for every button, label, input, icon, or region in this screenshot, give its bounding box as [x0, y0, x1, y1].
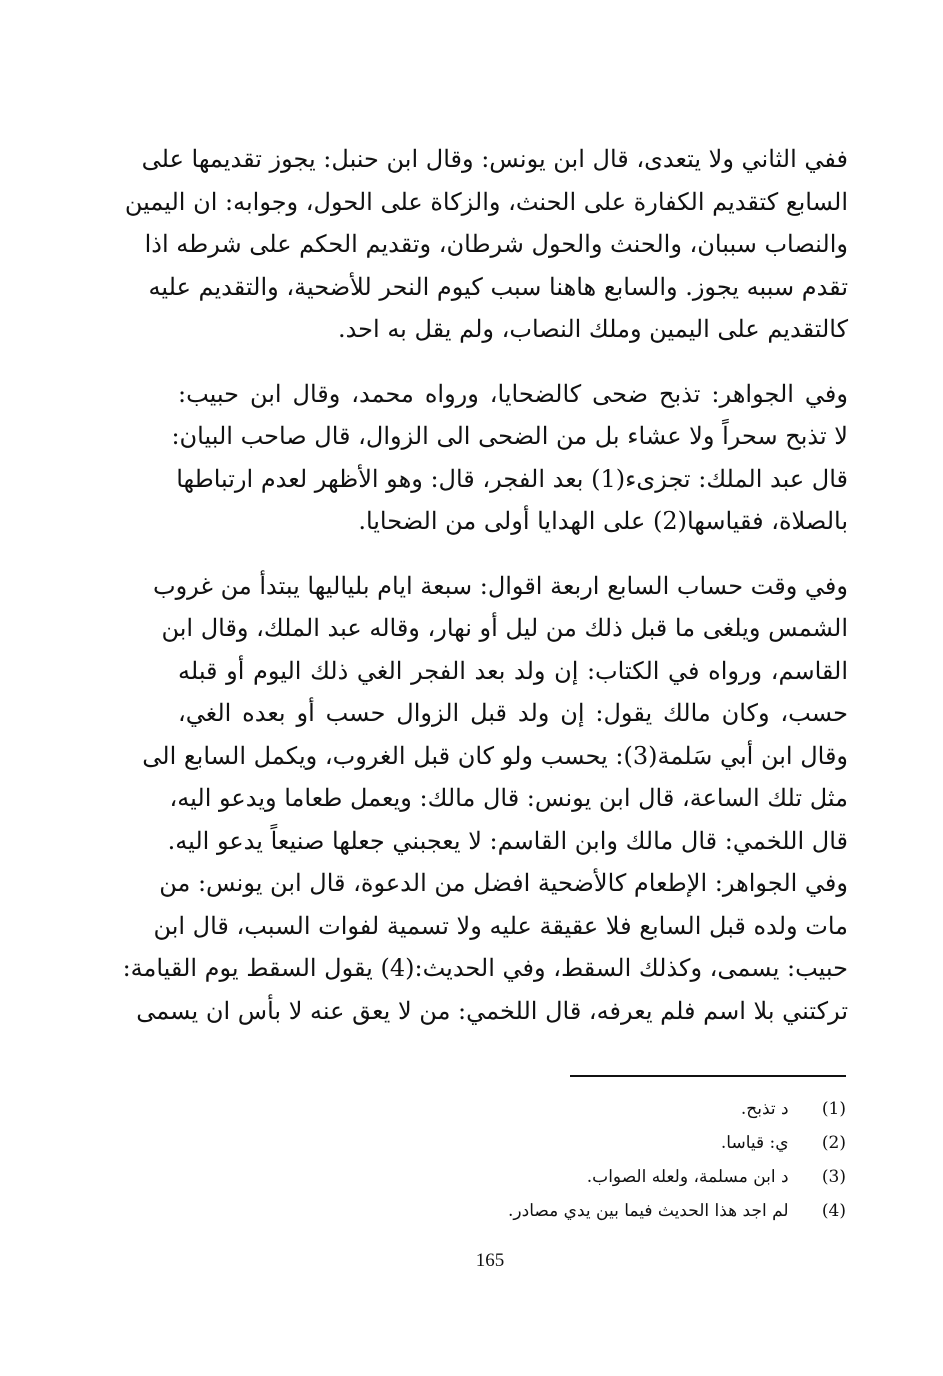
footnote-number: (4) [821, 1201, 846, 1221]
footnote-text: ي: قياسا. [720, 1133, 789, 1153]
footnote-text: لم اجد هذا الحديث فيما بين يدي مصادر. [508, 1201, 789, 1221]
text-line: القاسم، ورواه في الكتاب: إن ولد بعد الفجر الغي ذلك اليوم أو قبله [178, 656, 848, 685]
text-line: ففي الثاني ولا يتعدى، قال ابن يونس: وقال ابن حنبل: يجوز تقديمها على [141, 145, 848, 173]
text-line: قال عبد الملك: تجزىء(1) بعد الفجر، قال: وهو الأظهر لعدم ارتباطها [176, 464, 848, 493]
paragraph-1 [124, 138, 848, 351]
text-line: كالتقديم على اليمين وملك النصاب، ولم يقل به احد. [337, 315, 848, 343]
text-line: وقال ابن أبي سَلمة(3): يحسب ولو كان قبل الغروب، ويكمل السابع الى [142, 741, 848, 770]
page-number: 165 [475, 1250, 505, 1271]
text-line: لا تذبح سحراً ولا عشاء بل من الضحى الى الزوال، قال صاحب البيان: [171, 422, 848, 450]
footnote-number: (3) [821, 1167, 846, 1187]
text-line: وفي الجواهر: الإطعام كالأضحية افضل من الدعوة، قال ابن يونس: من [159, 869, 848, 897]
footnotes [380, 1092, 846, 1228]
footnote-item [380, 1126, 846, 1160]
text-line: تقدم سببه يجوز. والسابع هاهنا سبب كيوم النحر للأضحية، والتقديم عليه [148, 272, 848, 301]
footnote-number: (2) [821, 1133, 846, 1153]
text-line: قال اللخمي: قال مالك وابن القاسم: لا يعجبني جعلها صنيعاً يدعو اليه. [167, 826, 848, 855]
paragraph-2 [171, 373, 848, 543]
footnote-item [380, 1160, 846, 1194]
footnote-divider [570, 1075, 846, 1077]
text-line: السابع كتقديم الكفارة على الحنث، والزكاة على الحول، وجوابه: ان اليمين [124, 187, 848, 216]
footnote-number: (1) [821, 1099, 846, 1119]
text-line: وفي الجواهر: تذبح ضحى كالضحايا، ورواه محمد، وقال ابن حبيب: [178, 379, 848, 408]
main-text [122, 138, 848, 1032]
footnote-item [380, 1194, 846, 1228]
text-line: والنصاب سببان، والحنث والحول شرطان، وتقديم الحكم على شرطه اذا [144, 230, 848, 258]
text-line: مثل تلك الساعة، قال ابن يونس: قال مالك: ويعمل طعاما ويدعو اليه، [169, 784, 848, 812]
text-line: بالصلاة، فقياسها(2) على الهدايا أولى من الضحايا. [358, 507, 848, 535]
footnote-text: د ابن مسلمة، ولعله الصواب. [586, 1167, 789, 1187]
footnote-item [380, 1092, 846, 1126]
text-line: الشمس ويلغى ما قبل ذلك من ليل أو نهار، وقاله عبد الملك، وقال ابن [161, 614, 848, 642]
footnote-text: د تذبح. [740, 1099, 789, 1119]
paragraph-3 [122, 565, 848, 1033]
text-line: حبيب: يسمى، وكذلك السقط، وفي الحديث:(4) يقول السقط يوم القيامة: [122, 954, 848, 982]
text-line: مات ولده قبل السابع فلا عقيقة عليه ولا تسمية لفوات السبب، قال ابن [153, 911, 848, 940]
text-line: وفي وقت حساب السابع اربعة اقوال: سبعة ايام بلياليها يبتدأ من غروب [153, 571, 848, 600]
text-line: تركتني بلا اسم فلم يعرفه، قال اللخمي: من لا يعق عنه لا بأس ان يسمى [136, 996, 848, 1025]
text-line: حسب، وكان مالك يقول: إن ولد قبل الزوال حسب أو بعده الغي، [178, 699, 848, 727]
